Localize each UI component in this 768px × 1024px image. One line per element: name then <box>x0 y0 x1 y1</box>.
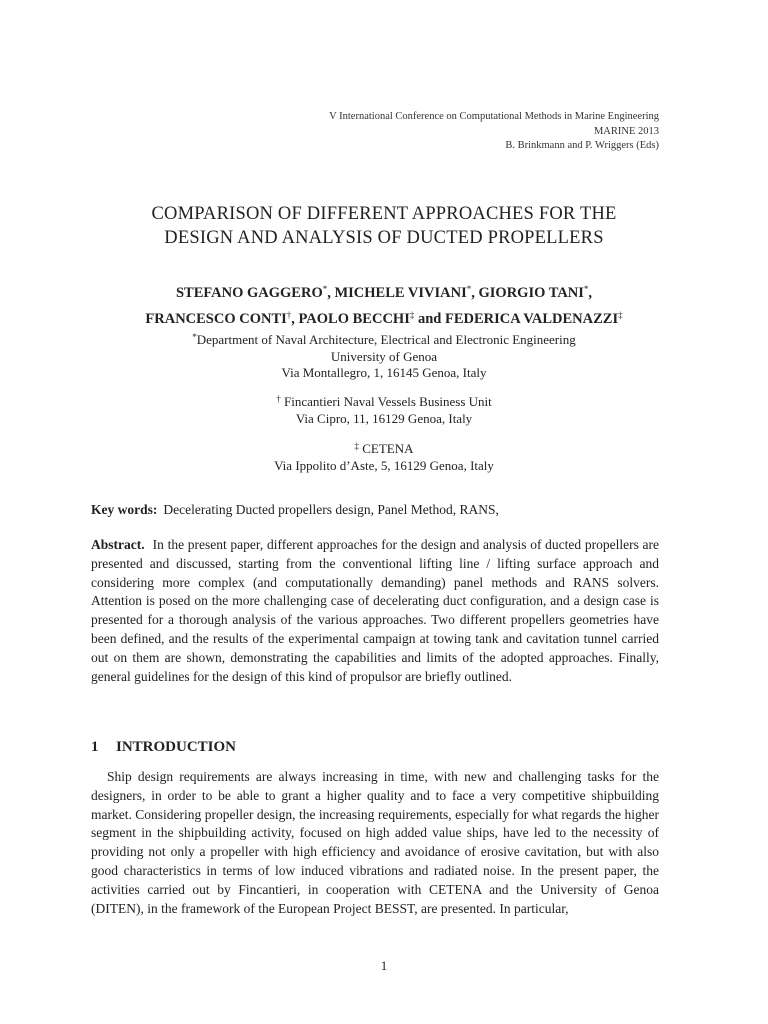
conference-header <box>329 110 659 154</box>
section-title: INTRODUCTION <box>116 739 237 755</box>
author-name: PAOLO BECCHI <box>298 311 410 327</box>
keywords-label: Key words: <box>91 502 158 517</box>
author-mark: * <box>322 284 328 294</box>
author-line-1: STEFANO GAGGERO*, MICHELE VIVIANI*, GIORGIO TANI*, <box>175 284 593 301</box>
author-list <box>40 278 728 330</box>
affiliation-line: Via Ippolito d’Aste, 5, 16129 Genoa, Italy <box>274 457 494 473</box>
page-number: 1 <box>380 958 388 973</box>
abstract-text: In the present paper, different approaches for the design and analysis of ducted propellers are presented and discussed, starting from the conventional lifting line / lifting surface approach and considering more complex (and computationally demanding) panel methods and RANS solvers. Attention is posed on the more challenging case of decelerating duct configuration, and a design case is presented for a thorough analysis of the various approaches. Two different propellers geometries have been defined, and the results of the experimental campaign at towing tank and cavitation tunnel carried out on them are shown, demonstrating the capabilities and limits of the adopted approaches. Finally, general guidelines for the design of this kind of propulsor are briefly outlined. <box>91 537 659 684</box>
affiliation-line: *Department of Naval Architecture, Electrical and Electronic Engineering <box>192 332 576 347</box>
paper-title <box>60 202 708 250</box>
author-joiner: and <box>417 311 442 327</box>
author-mark: * <box>583 284 589 294</box>
section-number: 1 <box>91 739 99 755</box>
author-name: STEFANO GAGGERO <box>175 285 323 301</box>
author-mark: * <box>466 284 472 294</box>
section-heading <box>91 739 236 756</box>
author-name: FRANCESCO CONTI <box>145 311 287 327</box>
affiliation-1 <box>60 329 708 382</box>
keywords-text: Decelerating Ducted propellers design, Panel Method, RANS, <box>163 502 499 517</box>
conference-short-name: MARINE 2013 <box>593 125 659 137</box>
conference-name: V International Conference on Computational Methods in Marine Engineering <box>329 111 659 122</box>
abstract <box>91 536 659 686</box>
author-mark: ‡ <box>409 310 415 320</box>
author-name: FEDERICA VALDENAZZI <box>445 311 619 327</box>
author-name: GIORGIO TANI <box>478 285 584 301</box>
author-mark: ‡ <box>618 310 623 320</box>
author-line-2: FRANCESCO CONTI†, PAOLO BECCHI‡ and FEDERICA VALDENAZZI‡ <box>145 310 623 327</box>
affiliation-2 <box>60 391 708 427</box>
abstract-label: Abstract. <box>91 537 145 552</box>
affiliation-line: University of Genoa <box>330 348 438 364</box>
paper-title-line-2: DESIGN AND ANALYSIS OF DUCTED PROPELLERS <box>164 228 604 248</box>
introduction-paragraph: Ship design requirements are always increasing in time, with new and challenging tasks for the designers, in order to be able to grant a higher quality and to face a very competitive shipbuilding market. Considering propeller design, the increasing requirements, especially for what regards the higher segment in the shipbuilding activity, focused on high added value ships, have led to the necessity of providing not only a propeller with high efficiency and avoidance of erosive cavitation, but with also good characteristics in terms of low induced vibrations and radiated noise. In the present paper, the activities carried out by Fincantieri, in cooperation with CETENA and the University of Genoa (DITEN), in the framework of the European Project BESST, are presented. In particular, <box>91 769 659 916</box>
affiliation-line: Via Cipro, 11, 16129 Genoa, Italy <box>295 410 473 426</box>
affiliation-mark: * <box>192 332 197 342</box>
affiliation-3 <box>60 438 708 474</box>
author-name: MICHELE VIVIANI <box>334 285 467 301</box>
affiliation-mark: † <box>276 394 281 404</box>
author-mark: † <box>286 310 292 320</box>
conference-editors: B. Brinkmann and P. Wriggers (Eds) <box>505 140 659 151</box>
affiliation-mark: ‡ <box>354 441 359 451</box>
affiliation-line: † Fincantieri Naval Vessels Business Unit <box>276 394 492 409</box>
keywords <box>91 501 659 519</box>
paper-title-line-1: COMPARISON OF DIFFERENT APPROACHES FOR THE <box>151 204 617 224</box>
affiliation-line: Via Montallegro, 1, 16145 Genoa, Italy <box>281 365 487 380</box>
affiliation-line: ‡ CETENA <box>354 441 414 456</box>
